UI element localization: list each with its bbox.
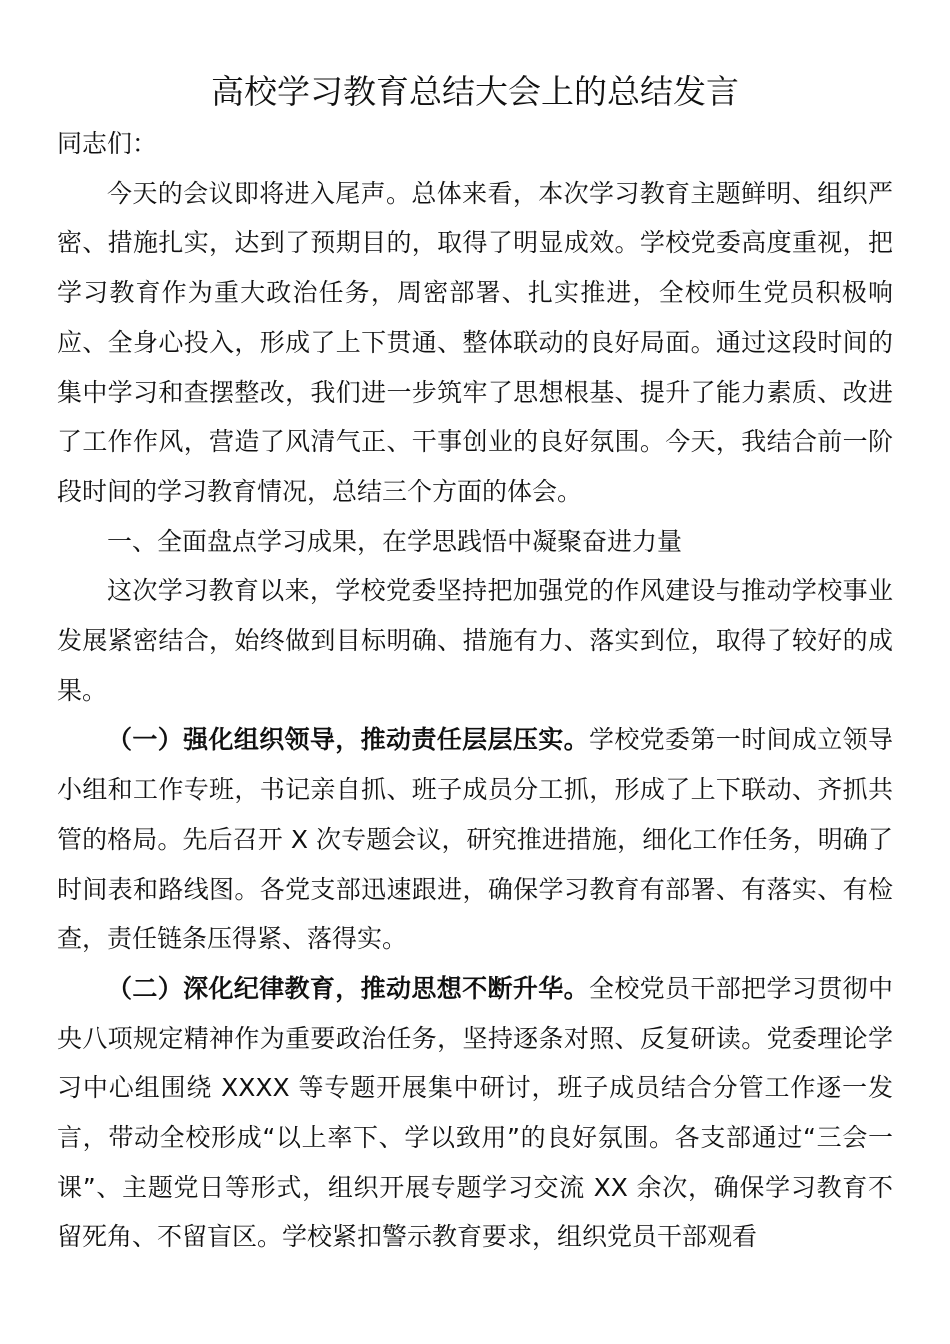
document-title: 高校学习教育总结大会上的总结发言	[211, 72, 739, 111]
document-body	[57, 119, 893, 1262]
item-1-body: 学校党委第一时间成立领导小组和工作专班，书记亲自抓、班子成员分工抓，形成了上下联动、齐抓共管的格局。先后召开 X 次专题会议，研究推进措施，细化工作任务，明确了时间表和路线图。各党支部迅速跟进，确保学习教育有部署、有落实、有检查，责任链条压得紧、落得实。	[57, 725, 893, 954]
item-1-paragraph	[57, 715, 893, 964]
item-2-lead: （二）深化纪律教育，推动思想不断升华。	[107, 973, 589, 1003]
item-2-body: 全校党员干部把学习贯彻中央八项规定精神作为重要政治任务，坚持逐条对照、反复研读。党委理论学习中心组围绕 XXXX 等专题开展集中研讨，班子成员结合分管工作逐一发言，带动全校形成“以上率下、学以致用”的良好氛围。各支部通过“三会一课”、主题党日等形式，组织开展专题学习交流 XX 余次，确保学习教育不留死角、不留盲区。学校紧扣警示教育要求，组织党员干部观看	[57, 973, 893, 1252]
intro-paragraph: 今天的会议即将进入尾声。总体来看，本次学习教育主题鲜明、组织严密、措施扎实，达到了预期目的，取得了明显成效。学校党委高度重视，把学习教育作为重大政治任务，周密部署、扎实推进，全校师生党员积极响应、全身心投入，形成了上下贯通、整体联动的良好局面。通过这段时间的集中学习和查摆整改，我们进一步筑牢了思想根基、提升了能力素质、改进了工作作风，营造了风清气正、干事创业的良好氛围。今天，我结合前一阶段时间的学习教育情况，总结三个方面的体会。	[57, 178, 893, 506]
item-1-lead: （一）强化组织领导，推动责任层层压实。	[107, 725, 589, 755]
item-2-paragraph	[57, 964, 893, 1262]
greeting: 同志们：	[57, 129, 158, 158]
section-heading-1: 一、全面盘点学习成果，在学思践悟中凝聚奋进力量	[107, 526, 683, 556]
section-1-intro: 这次学习教育以来，学校党委坚持把加强党的作风建设与推动学校事业发展紧密结合，始终做到目标明确、措施有力、落实到位，取得了较好的成果。	[57, 576, 893, 705]
